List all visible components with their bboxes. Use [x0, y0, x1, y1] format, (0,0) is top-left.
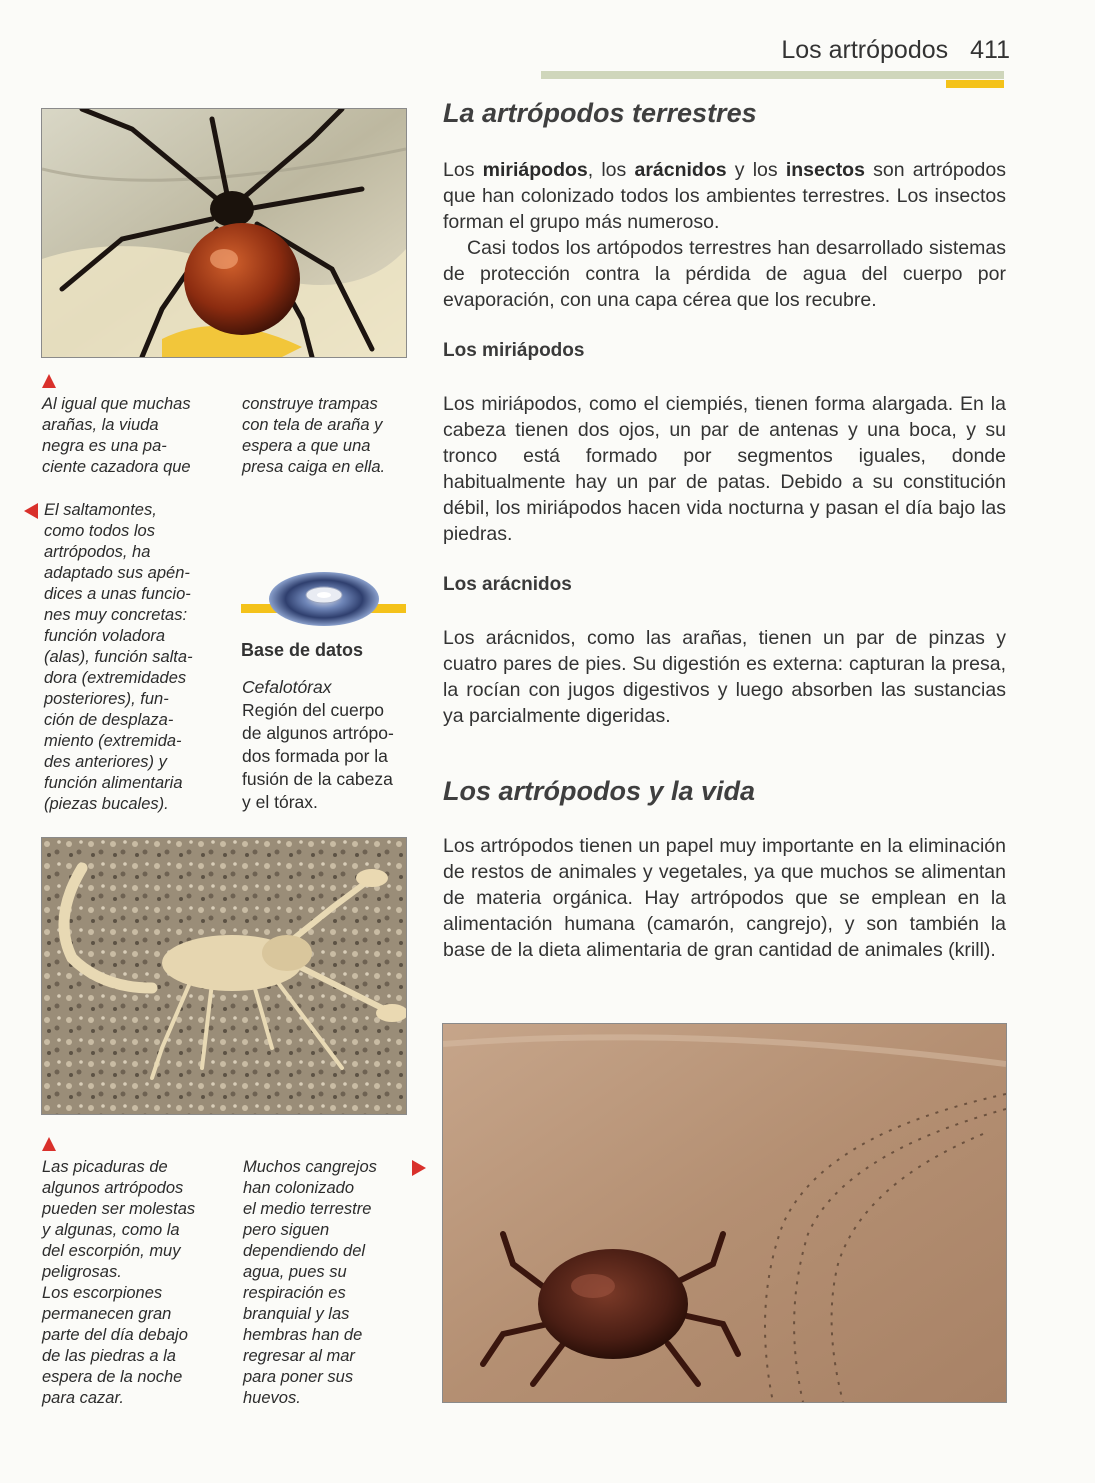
spider-caption-col2 [242, 394, 412, 478]
caption-line: agua, pues su [243, 1263, 347, 1281]
caption-line: (alas), función salta- [44, 648, 193, 666]
caption-line: miento (extremida- [44, 732, 182, 750]
header-rule-accent [946, 80, 1004, 88]
caption-line: para cazar. [42, 1389, 124, 1407]
database-definition-line: y el tórax. [242, 792, 318, 812]
running-head [700, 36, 1010, 65]
scorpion-caption [42, 1157, 232, 1409]
caption-line: dora (extremidades [44, 669, 187, 687]
text-run: son artrópodos que han colonizado todos los ambientes terrestres. Los insectos forman el grupo más numeroso. [443, 159, 1006, 233]
caption-line: del escorpión, muy [42, 1242, 181, 1260]
caption-line: peligrosas. [42, 1263, 122, 1281]
grasshopper-caption [44, 500, 234, 815]
caption-line: arañas, la viuda [42, 416, 159, 434]
caption-line: Los escorpiones [42, 1284, 163, 1302]
caption-line: hembras han de [243, 1326, 363, 1344]
caption-marker-right-icon [412, 1160, 426, 1176]
database-title: Base de datos [241, 640, 364, 660]
cd-disc-icon [268, 571, 380, 632]
caption-line: pero siguen [243, 1221, 330, 1239]
caption-line: branquial y las [243, 1305, 350, 1323]
caption-line: función voladora [44, 627, 166, 645]
caption-line: Muchos cangrejos [243, 1158, 377, 1176]
spider-photo [41, 108, 407, 358]
caption-line: negra es una pa- [42, 437, 167, 455]
caption-line: dices a unas funcio- [44, 585, 191, 603]
caption-line: Las picaduras de [42, 1158, 168, 1176]
caption-line: nes muy concretas: [44, 606, 188, 624]
caption-line: regresar al mar [243, 1347, 355, 1365]
text-run: y los [726, 159, 786, 181]
database-term: Cefalotórax [242, 677, 332, 697]
caption-line: el medio terrestre [243, 1200, 372, 1218]
scorpion-photo [41, 837, 407, 1115]
database-definition-line: de algunos artrópo- [242, 723, 394, 743]
terrestres-body [443, 157, 1006, 313]
caption-line: con tela de araña y [242, 416, 383, 434]
caption-line: función alimentaria [44, 774, 183, 792]
caption-line: ción de desplaza- [44, 711, 174, 729]
caption-line: El saltamontes, [44, 501, 157, 519]
aracnidos-body: Los arácnidos, como las arañas, tienen un par de pinzas y cuatro pares de pies. Su digestión es externa: capturan la presa, la rocían con jugos digestivos y luego absorben las sustancias ya parcialmente digeridas. [443, 627, 1006, 727]
database-definition-line: fusión de la cabeza [242, 769, 393, 789]
caption-marker-up-icon [42, 1137, 56, 1151]
running-head-section: Los artrópodos [781, 36, 949, 64]
text-run: , los [587, 159, 635, 181]
caption-line: como todos los [44, 522, 155, 540]
term-aracnidos: arácnidos [634, 159, 727, 181]
spider-caption-col1 [42, 394, 232, 478]
caption-line: espera de la noche [42, 1368, 183, 1386]
terrestres-paragraph-1 [443, 157, 1006, 235]
miriapodos-body: Los miriápodos, como el ciempiés, tienen forma alargada. En la cabeza tienen dos ojos, un par de antenas y una boca, y su tronco está formado por segmentos iguales, donde habitualmente hay un par de patas. Debido a su constitución débil, los miriápodos hacen vida nocturna y pasan el día bajo las piedras. [443, 393, 1006, 545]
caption-line: construye trampas [242, 395, 378, 413]
caption-line: ciente cazadora que [42, 458, 191, 476]
caption-line: respiración es [243, 1284, 346, 1302]
subsection-title-aracnidos: Los arácnidos [443, 574, 572, 595]
crab-caption [243, 1157, 413, 1409]
section-title-terrestres: La artrópodos terrestres [443, 98, 757, 128]
text-run: Los [443, 159, 483, 181]
term-miriapodos: miriápodos [482, 159, 588, 181]
caption-line: algunos artrópodos [42, 1179, 184, 1197]
caption-line: posteriores), fun- [44, 690, 169, 708]
caption-marker-left-icon [24, 503, 38, 519]
caption-line: de las piedras a la [42, 1347, 176, 1365]
term-insectos: insectos [785, 159, 865, 181]
caption-line: han colonizado [243, 1179, 355, 1197]
database-entry [242, 676, 412, 814]
header-rule [541, 71, 1004, 79]
caption-line: huevos. [243, 1389, 301, 1407]
caption-line: y algunas, como la [42, 1221, 180, 1239]
terrestres-paragraph-2: Casi todos los artópodos terrestres han desarrollado sistemas de protección contra la pérdida de agua del cuerpo por evaporación, con una capa cérea que los recubre. [443, 237, 1006, 311]
database-definition-line: dos formada por la [242, 746, 388, 766]
section-title-vida: Los artrópodos y la vida [443, 776, 756, 806]
caption-line: espera a que una [242, 437, 371, 455]
caption-line: pueden ser molestas [42, 1200, 196, 1218]
caption-line: dependiendo del [243, 1242, 366, 1260]
caption-line: permanecen gran [42, 1305, 172, 1323]
caption-line: adaptado sus apén- [44, 564, 190, 582]
crab-photo [442, 1023, 1007, 1403]
caption-line: parte del día debajo [42, 1326, 188, 1344]
vida-body: Los artrópodos tienen un papel muy importante en la eliminación de restos de animales y vegetales, ya que muchos se alimentan de materia orgánica. Hay artrópodos que se emplean en la alimentación humana (camarón, cangrejo), y son también la base de la dieta alimentaria de gran cantidad de animales (krill). [443, 835, 1006, 961]
caption-line: (piezas bucales). [44, 795, 169, 813]
caption-line: Al igual que muchas [42, 395, 191, 413]
caption-line: des anteriores) y [44, 753, 167, 771]
caption-line: presa caiga en ella. [242, 458, 386, 476]
database-definition-line: Región del cuerpo [242, 700, 385, 720]
page-number: 411 [970, 36, 1010, 64]
caption-marker-up-icon [42, 374, 56, 388]
caption-line: para poner sus [243, 1368, 354, 1386]
caption-line: artrópodos, ha [44, 543, 151, 561]
subsection-title-miriapodos: Los miriápodos [443, 340, 585, 361]
